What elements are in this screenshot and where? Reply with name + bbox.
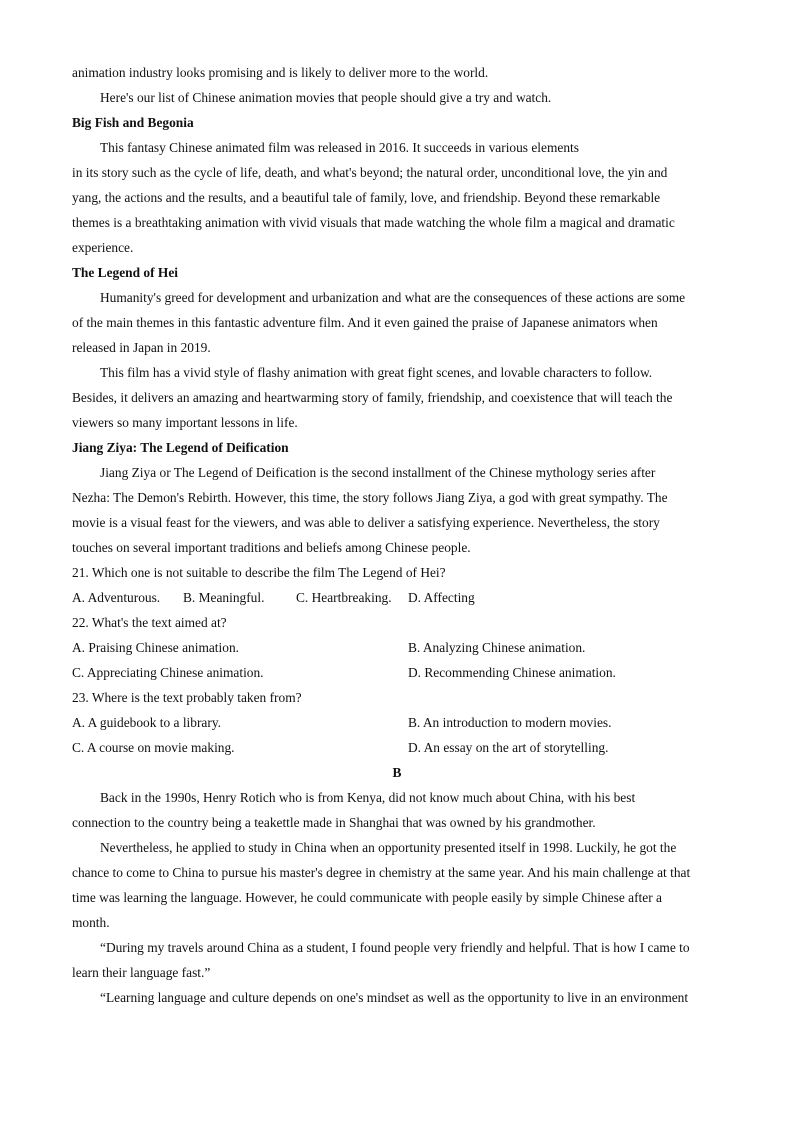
paragraph-line: movie is a visual feast for the viewers, and was able to deliver a satisfying experience. Nevertheless, the story (72, 515, 660, 530)
intro-line: Here's our list of Chinese animation movies that people should give a try and watch. (100, 90, 552, 105)
paragraph-line: “Learning language and culture depends on one's mindset as well as the opportunity to live in an environment (100, 990, 689, 1005)
film-title: Big Fish and Begonia (72, 115, 194, 130)
option-b: B. Meaningful. (183, 590, 265, 605)
paragraph-line: time was learning the language. However, he could communicate with people easily by simple Chinese after a (72, 890, 662, 905)
option-a: A. A guidebook to a library. (72, 715, 222, 730)
option-d: D. Recommending Chinese animation. (408, 665, 616, 680)
question-stem: 21. Which one is not suitable to describe the film The Legend of Hei? (72, 565, 446, 580)
option-b: B. An introduction to modern movies. (408, 715, 612, 730)
option-c: C. A course on movie making. (72, 740, 235, 755)
paragraph-line: Jiang Ziya or The Legend of Deification is the second installment of the Chinese mythology series after (100, 465, 656, 480)
option-a: A. Adventurous. (72, 590, 161, 605)
section-heading: B (392, 765, 402, 780)
paragraph-line: learn their language fast.” (72, 965, 211, 980)
option-a: A. Praising Chinese animation. (72, 640, 239, 655)
film-title: The Legend of Hei (72, 265, 179, 280)
option-c: C. Appreciating Chinese animation. (72, 665, 264, 680)
paragraph-line: Nezha: The Demon's Rebirth. However, this time, the story follows Jiang Ziya, a god with great sympathy. The (72, 490, 668, 505)
intro-line: animation industry looks promising and is likely to deliver more to the world. (72, 65, 489, 80)
paragraph-line: released in Japan in 2019. (72, 340, 211, 355)
paragraph-line: touches on several important traditions and beliefs among Chinese people. (72, 540, 471, 555)
paragraph-line: month. (72, 915, 110, 930)
paragraph-line: viewers so many important lessons in life. (72, 415, 298, 430)
paragraph-line: chance to come to China to pursue his master's degree in chemistry at the same year. And his main challenge at that (72, 865, 691, 880)
paragraph-line: Back in the 1990s, Henry Rotich who is from Kenya, did not know much about China, with his best (100, 790, 636, 805)
paragraph-line: of the main themes in this fantastic adventure film. And it even gained the praise of Japanese animators when (72, 315, 658, 330)
paragraph-line: themes is a breathtaking animation with vivid visuals that made watching the whole film a magical and dramatic (72, 215, 675, 230)
paragraph-line: Humanity's greed for development and urbanization and what are the consequences of these actions are some (100, 290, 686, 305)
option-b: B. Analyzing Chinese animation. (408, 640, 586, 655)
film-title: Jiang Ziya: The Legend of Deification (72, 440, 289, 455)
paragraph-line: This fantasy Chinese animated film was released in 2016. It succeeds in various elements (100, 140, 579, 155)
paragraph-line: Besides, it delivers an amazing and heartwarming story of family, friendship, and coexistence that will teach the (72, 390, 673, 405)
option-c: C. Heartbreaking. (296, 590, 392, 605)
paragraph-line: yang, the actions and the results, and a beautiful tale of family, love, and friendship. Beyond these remarkable (72, 190, 661, 205)
option-d: D. Affecting (408, 590, 475, 605)
question-stem: 22. What's the text aimed at? (72, 615, 227, 630)
option-d: D. An essay on the art of storytelling. (408, 740, 609, 755)
paragraph-line: experience. (72, 240, 134, 255)
question-stem: 23. Where is the text probably taken from? (72, 690, 302, 705)
paragraph-line: “During my travels around China as a student, I found people very friendly and helpful. That is how I came to (100, 940, 690, 955)
paragraph-line: Nevertheless, he applied to study in China when an opportunity presented itself in 1998. Luckily, he got the (100, 840, 677, 855)
paragraph-line: in its story such as the cycle of life, death, and what's beyond; the natural order, unconditional love, the yin and (72, 165, 668, 180)
paragraph-line: This film has a vivid style of flashy animation with great fight scenes, and lovable characters to follow. (100, 365, 653, 380)
paragraph-line: connection to the country being a teakettle made in Shanghai that was owned by his grandmother. (72, 815, 596, 830)
